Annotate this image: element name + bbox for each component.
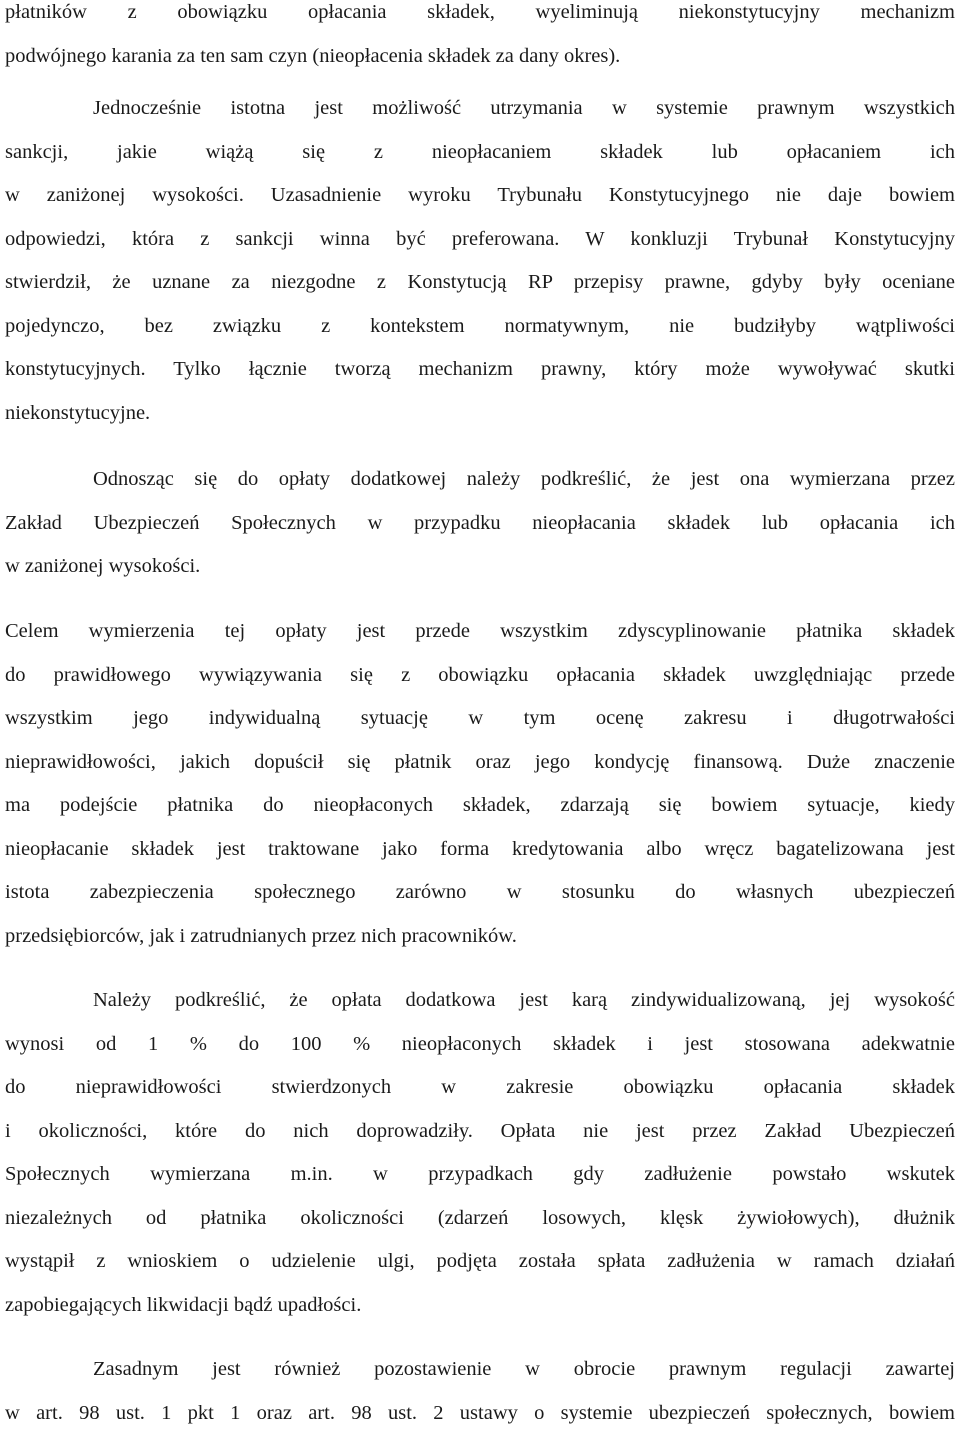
paragraph <box>5 1348 955 1435</box>
text-line: w zaniżonej wysokości. <box>5 545 955 589</box>
text-line: nieopłacanie składek jest traktowane jako forma kredytowania albo wręcz bagatelizowana jest <box>5 828 955 872</box>
text-line: pojedynczo, bez związku z kontekstem normatywnym, nie budziłyby wątpliwości <box>5 305 955 349</box>
text-line: stwierdził, że uznane za niezgodne z Konstytucją RP przepisy prawne, gdyby były oceniane <box>5 261 955 305</box>
text-line: Zasadnym jest również pozostawienie w obrocie prawnym regulacji zawartej <box>5 1348 955 1392</box>
paragraph <box>5 0 955 78</box>
text-line: niekonstytucyjne. <box>5 392 955 436</box>
text-line: ma podejście płatnika do nieopłaconych składek, zdarzają się bowiem sytuacje, kiedy <box>5 784 955 828</box>
paragraph <box>5 610 955 958</box>
text-line: konstytucyjnych. Tylko łącznie tworzą mechanizm prawny, który może wywoływać skutki <box>5 348 955 392</box>
text-line: do prawidłowego wywiązywania się z obowiązku opłacania składek uwzględniając przede <box>5 654 955 698</box>
paragraph <box>5 87 955 435</box>
text-line: Należy podkreślić, że opłata dodatkowa jest karą zindywidualizowaną, jej wysokość <box>5 979 955 1023</box>
paragraph <box>5 979 955 1327</box>
text-line: i okoliczności, które do nich doprowadziły. Opłata nie jest przez Zakład Ubezpieczeń <box>5 1110 955 1154</box>
text-line: do nieprawidłowości stwierdzonych w zakresie obowiązku opłacania składek <box>5 1066 955 1110</box>
text-line: Odnosząc się do opłaty dodatkowej należy podkreślić, że jest ona wymierzana przez <box>5 458 955 502</box>
text-line: przedsiębiorców, jak i zatrudnianych przez nich pracowników. <box>5 915 955 959</box>
text-line: niezależnych od płatnika okoliczności (zdarzeń losowych, klęsk żywiołowych), dłużnik <box>5 1197 955 1241</box>
text-line: podwójnego karania za ten sam czyn (nieopłacenia składek za dany okres). <box>5 35 955 79</box>
text-line: wynosi od 1 % do 100 % nieopłaconych składek i jest stosowana adekwatnie <box>5 1023 955 1067</box>
text-line: Zakład Ubezpieczeń Społecznych w przypadku nieopłacania składek lub opłacania ich <box>5 502 955 546</box>
paragraph <box>5 458 955 589</box>
text-line: płatników z obowiązku opłacania składek, wyeliminują niekonstytucyjny mechanizm <box>5 0 955 35</box>
text-line: nieprawidłowości, jakich dopuścił się płatnik oraz jego kondycję finansową. Duże znaczenie <box>5 741 955 785</box>
text-line: w zaniżonej wysokości. Uzasadnienie wyroku Trybunału Konstytucyjnego nie daje bowiem <box>5 174 955 218</box>
text-line: istota zabezpieczenia społecznego zarówno w stosunku do własnych ubezpieczeń <box>5 871 955 915</box>
text-line: odpowiedzi, która z sankcji winna być preferowana. W konkluzji Trybunał Konstytucyjny <box>5 218 955 262</box>
text-line: wystąpił z wnioskiem o udzielenie ulgi, podjęta została spłata zadłużenia w ramach działań <box>5 1240 955 1284</box>
text-line: Celem wymierzenia tej opłaty jest przede wszystkim zdyscyplinowanie płatnika składek <box>5 610 955 654</box>
text-line: w art. 98 ust. 1 pkt 1 oraz art. 98 ust. 2 ustawy o systemie ubezpieczeń społecznych, bowiem <box>5 1392 955 1435</box>
text-line: Społecznych wymierzana m.in. w przypadkach gdy zadłużenie powstało wskutek <box>5 1153 955 1197</box>
text-line: zapobiegających likwidacji bądź upadłości. <box>5 1284 955 1328</box>
text-line: sankcji, jakie wiążą się z nieopłacaniem składek lub opłacaniem ich <box>5 131 955 175</box>
text-line: Jednocześnie istotna jest możliwość utrzymania w systemie prawnym wszystkich <box>5 87 955 131</box>
text-line: wszystkim jego indywidualną sytuację w tym ocenę zakresu i długotrwałości <box>5 697 955 741</box>
